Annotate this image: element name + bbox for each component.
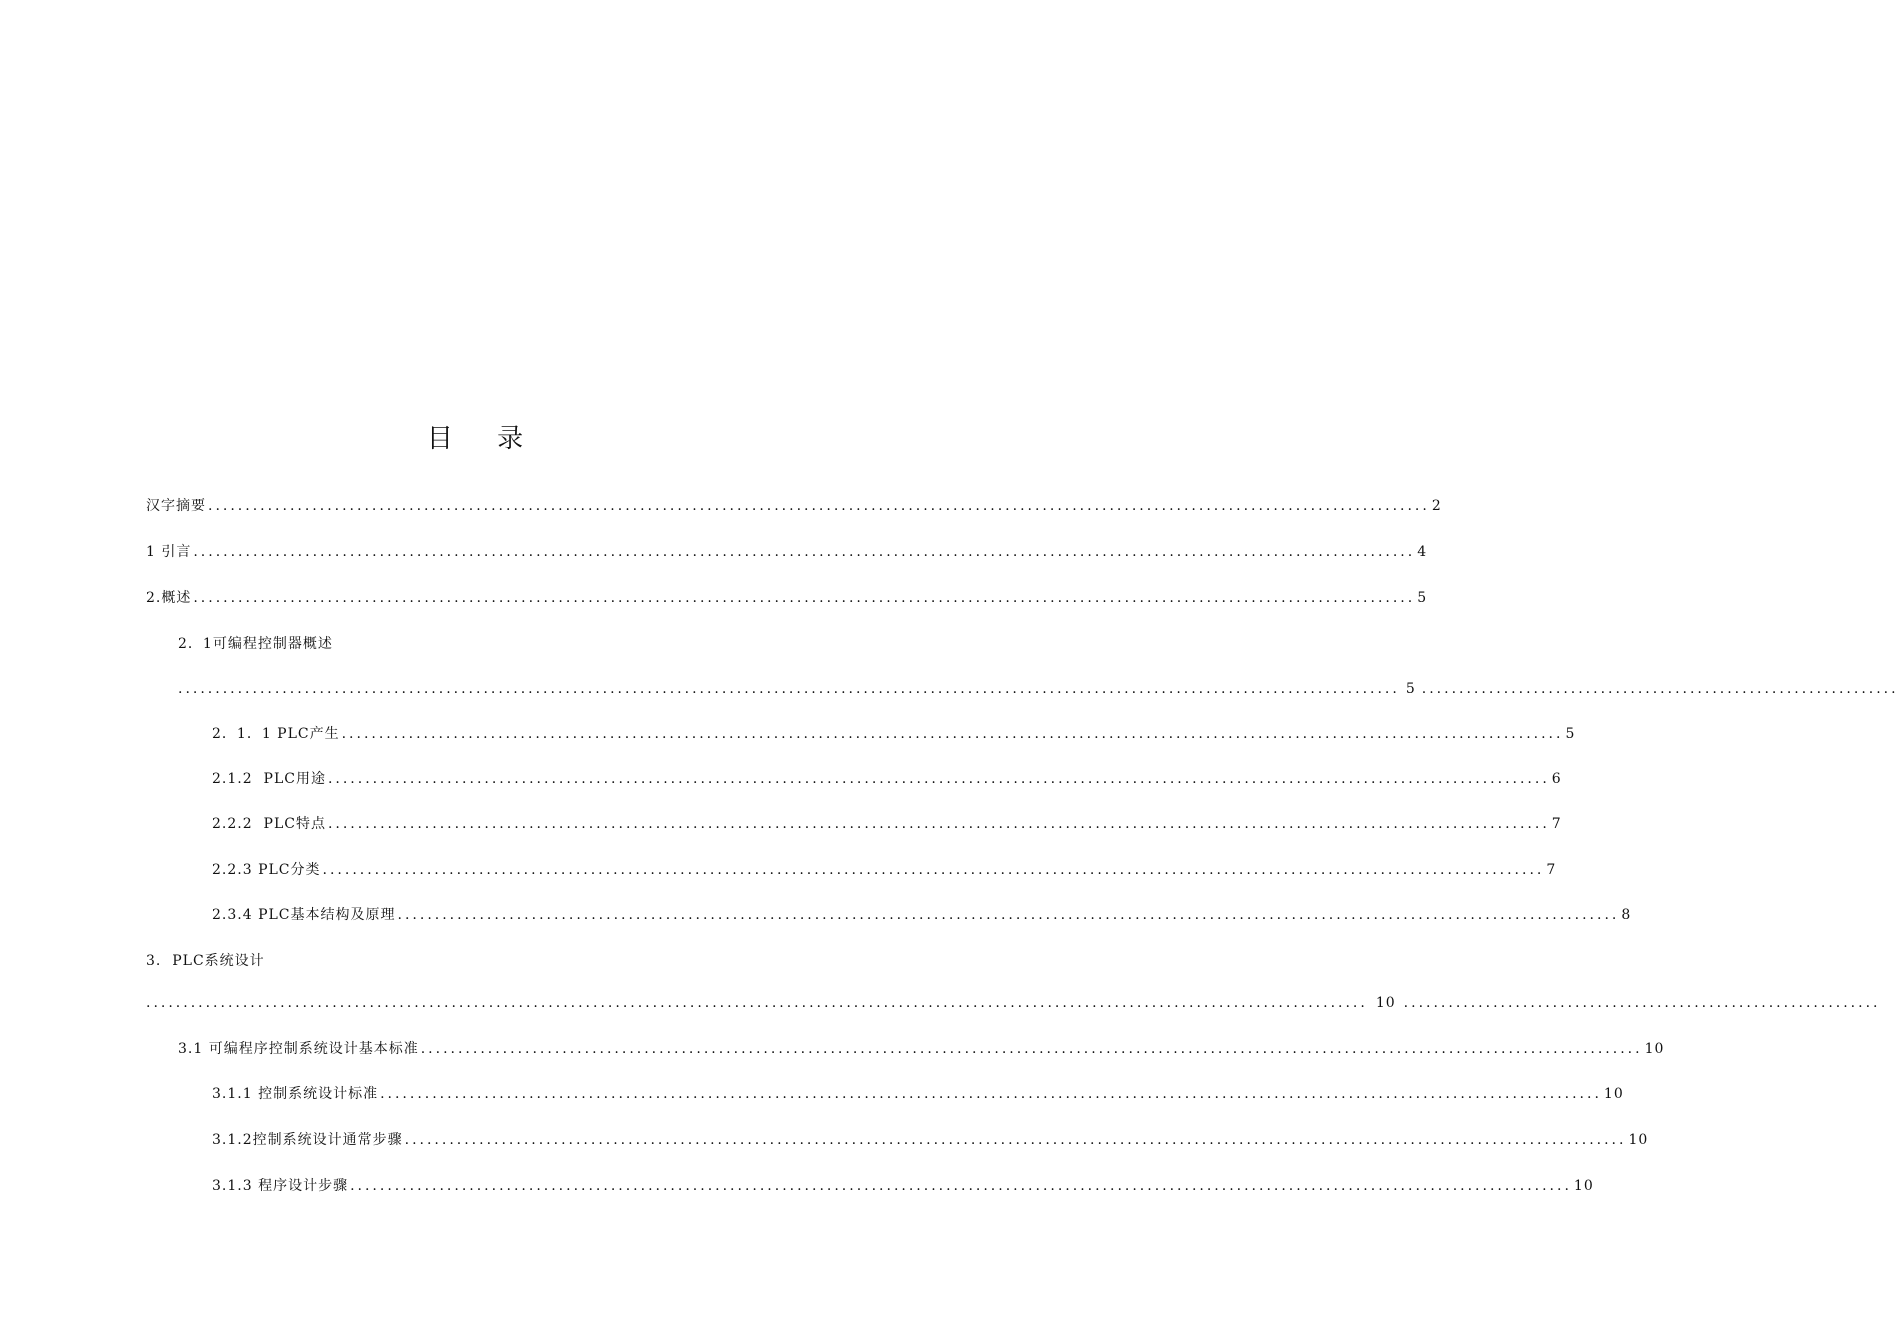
toc-leader-dots: ................................................................ (1421, 681, 1899, 697)
toc-entry (212, 770, 1562, 788)
toc-entry (212, 1131, 1649, 1149)
toc-entry (146, 497, 1442, 515)
toc-entry-page: 4 (1417, 544, 1428, 560)
toc-leader-dots: .................................................................................................................................................................... (208, 498, 1430, 514)
toc-entry-page: 5 (1417, 590, 1428, 606)
toc-entry-page: 10 (1573, 1178, 1594, 1194)
toc-entry (212, 861, 1557, 879)
toc-title: 目 录 (426, 424, 542, 454)
toc-leader-dots: .................................................................................................................................................................... (178, 681, 1400, 697)
toc-leader-dots: .................................................................................................................................................................... (380, 1086, 1602, 1102)
toc-leader-dots: .................................................................................................................................................................... (327, 816, 1550, 832)
toc-entry (146, 952, 546, 970)
toc-entry (178, 1040, 1665, 1058)
toc-entry-page: 6 (1551, 771, 1562, 787)
toc-leader-dots: .................................................................................................................................................................... (350, 1178, 1572, 1194)
toc-entry-label: 1 引言 (146, 544, 192, 560)
toc-leader-dots: .................................................................................................................................................................... (397, 907, 1620, 923)
toc-entry (146, 543, 1428, 561)
toc-entry-label: 3.1.2控制系统设计通常步骤 (212, 1132, 403, 1148)
toc-entry-label: 2.2.3 PLC分类 (212, 862, 321, 878)
toc-entry-page: 10 (1628, 1132, 1649, 1148)
toc-leader-dots: .................................................................................................................................................................... (404, 1132, 1627, 1148)
toc-entry-label: 2．1可编程控制器概述 (178, 636, 333, 652)
toc-entry-label: 3.1 可编程序控制系统设计基本标准 (178, 1041, 419, 1057)
toc-entry-page: 5 (1405, 681, 1416, 697)
toc-entry-page: 10 (1375, 995, 1396, 1011)
toc-entry-page: 7 (1546, 862, 1557, 878)
toc-entry-label: 2.概述 (146, 590, 192, 606)
toc-entry-label: 2．1．1 PLC产生 (212, 726, 340, 742)
toc-entry-page: 10 (1603, 1086, 1624, 1102)
toc-entry-label: 3.1.1 控制系统设计标准 (212, 1086, 379, 1102)
toc-entry-continuation (178, 680, 1899, 698)
toc-entry-page: 5 (1565, 726, 1576, 742)
toc-entry (146, 589, 1428, 607)
toc-entry (212, 1085, 1624, 1103)
toc-entry (212, 815, 1562, 833)
toc-entry-page: 7 (1551, 816, 1562, 832)
toc-entry (178, 635, 578, 653)
toc-entry-label: 2.1.2 PLC用途 (212, 771, 326, 787)
toc-entry-page: 2 (1431, 498, 1442, 514)
toc-entry-label: 2.3.4 PLC基本结构及原理 (212, 907, 396, 923)
toc-leader-dots: .................................................................................................................................................................... (193, 590, 1416, 606)
toc-entry-continuation (146, 994, 1881, 1012)
toc-entry-label: 3. PLC系统设计 (146, 953, 265, 969)
toc-leader-dots: .................................................................................................................................................................... (146, 995, 1368, 1011)
toc-entry-label: 2.2.2 PLC特点 (212, 816, 326, 832)
toc-leader-dots: .................................................................................................................................................................... (322, 862, 1545, 878)
toc-leader-dots: .................................................................................................................................................................... (341, 726, 1564, 742)
toc-entry (212, 906, 1632, 924)
toc-entry-label: 3.1.3 程序设计步骤 (212, 1178, 349, 1194)
toc-entry-label: 汉字摘要 (146, 498, 206, 514)
toc-leader-dots: .................................................................................................................................................................... (327, 771, 1550, 787)
toc-entry-page: 10 (1644, 1041, 1665, 1057)
toc-entry (212, 1177, 1594, 1195)
toc-leader-dots: .................................................................................................................................................................... (193, 544, 1416, 560)
toc-leader-dots: .................................................................................................................................................................... (420, 1041, 1643, 1057)
toc-leader-dots: ................................................................ (1403, 995, 1881, 1011)
toc-entry-page: 8 (1621, 907, 1632, 923)
toc-entry (212, 725, 1576, 743)
